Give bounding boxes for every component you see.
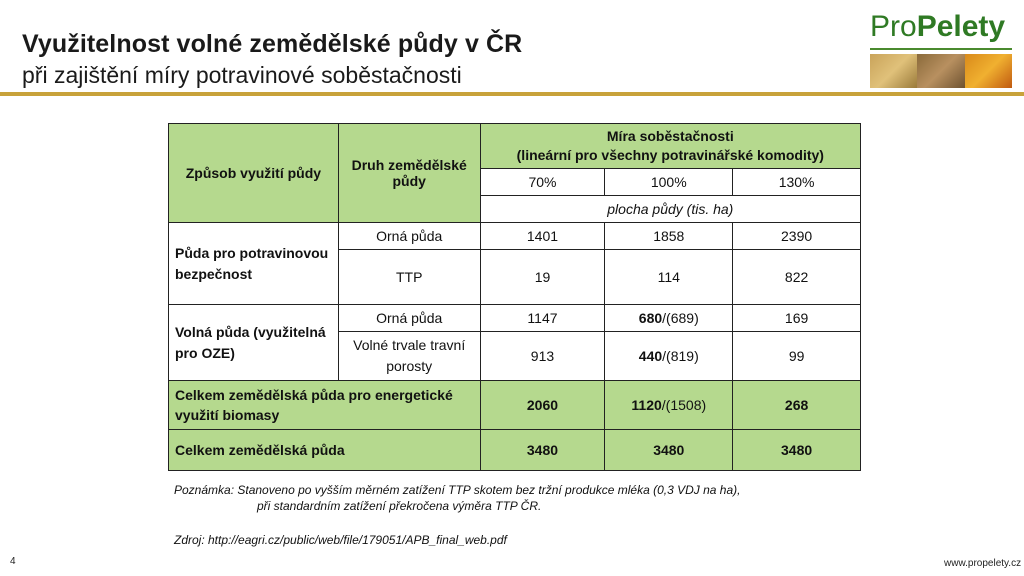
logo-underline — [870, 48, 1012, 50]
total-label: Celkem zemědělská půda — [169, 430, 481, 471]
logo-wordmark — [870, 10, 1005, 44]
propelety-logo — [868, 8, 1016, 82]
value-cell: 913 — [480, 332, 605, 381]
note-text-1: Stanoveno po vyšším měrném zatížení TTP skotem bez tržní produkce mléka (0,3 VDJ na ha), — [237, 483, 741, 497]
value-cell: 3480 — [480, 430, 605, 471]
section-label-free-land: Volná půda (využitelná pro OZE) — [169, 305, 339, 381]
value-cell: 268 — [733, 381, 861, 430]
land-type-cell: Orná půda — [338, 305, 480, 332]
footer-url: www.propelety.cz — [944, 558, 1022, 569]
note-label: Poznámka: — [174, 483, 235, 497]
header-self-sufficiency-title: Míra soběstačnosti — [606, 128, 734, 144]
value-cell: 2060 — [480, 381, 605, 430]
value-bold: 440 — [638, 348, 663, 364]
header-level-100: 100% — [605, 169, 733, 196]
value-cell: 822 — [733, 250, 861, 305]
value-cell: 3480 — [733, 430, 861, 471]
value-cell: 169 — [733, 305, 861, 332]
source-citation: Zdroj: http://eagri.cz/public/web/file/179051/APB_final_web.pdf — [174, 533, 507, 547]
table-row-total — [169, 430, 861, 471]
value-cell: 1147 — [480, 305, 605, 332]
value-alt: /(689) — [662, 310, 699, 326]
table-row — [169, 223, 861, 250]
value-cell: 3480 — [605, 430, 733, 471]
note-line-1 — [174, 482, 740, 498]
value-cell — [605, 332, 733, 381]
page-number: 4 — [10, 556, 16, 567]
land-type-cell: Orná půda — [338, 223, 480, 250]
logo-word-pro: Pro — [870, 10, 917, 43]
total-energy-label: Celkem zemědělská půda pro energetické využití biomasy — [169, 381, 481, 430]
land-type-cell: TTP — [338, 250, 480, 305]
land-use-table — [168, 123, 861, 471]
logo-photo-strip — [870, 54, 1012, 88]
section-label-food-security: Půda pro potravinovou bezpečnost — [169, 223, 339, 305]
value-cell: 1401 — [480, 223, 605, 250]
value-cell — [605, 381, 733, 430]
logo-word-pelety: Pelety — [916, 10, 1006, 43]
land-type-cell: Volné trvale travní porosty — [338, 332, 480, 381]
value-cell: 99 — [733, 332, 861, 381]
page-title: Využitelnost volné zemědělské půdy v ČR — [22, 30, 523, 58]
header-self-sufficiency — [480, 124, 860, 169]
value-alt: /(819) — [662, 348, 699, 364]
value-cell: 1858 — [605, 223, 733, 250]
table-row-total-energy — [169, 381, 861, 430]
value-alt: /(1508) — [661, 397, 707, 413]
value-bold: 1120 — [631, 397, 662, 413]
value-cell: 2390 — [733, 223, 861, 250]
value-cell: 19 — [480, 250, 605, 305]
logo-photo-fire — [965, 54, 1012, 88]
header-divider — [0, 92, 1024, 96]
logo-photo-straw — [870, 54, 917, 88]
logo-photo-pellets — [917, 54, 964, 88]
header-unit: plocha půdy (tis. ha) — [480, 196, 860, 223]
note-text-2: při standardním zatížení překročena výměra TTP ČR. — [257, 499, 542, 513]
value-bold: 680 — [638, 310, 663, 326]
header-level-130: 130% — [733, 169, 861, 196]
header-usage-type: Způsob využití půdy — [169, 124, 339, 223]
value-cell: 114 — [605, 250, 733, 305]
header-self-sufficiency-note: (lineární pro všechny potravinářské komodity) — [516, 147, 824, 163]
table-row — [169, 305, 861, 332]
value-cell — [605, 305, 733, 332]
header-land-type: Druh zemědělské půdy — [338, 124, 480, 223]
header-level-70: 70% — [480, 169, 605, 196]
page-subtitle: při zajištění míry potravinové soběstačnosti — [22, 62, 462, 88]
table-note — [174, 482, 740, 514]
